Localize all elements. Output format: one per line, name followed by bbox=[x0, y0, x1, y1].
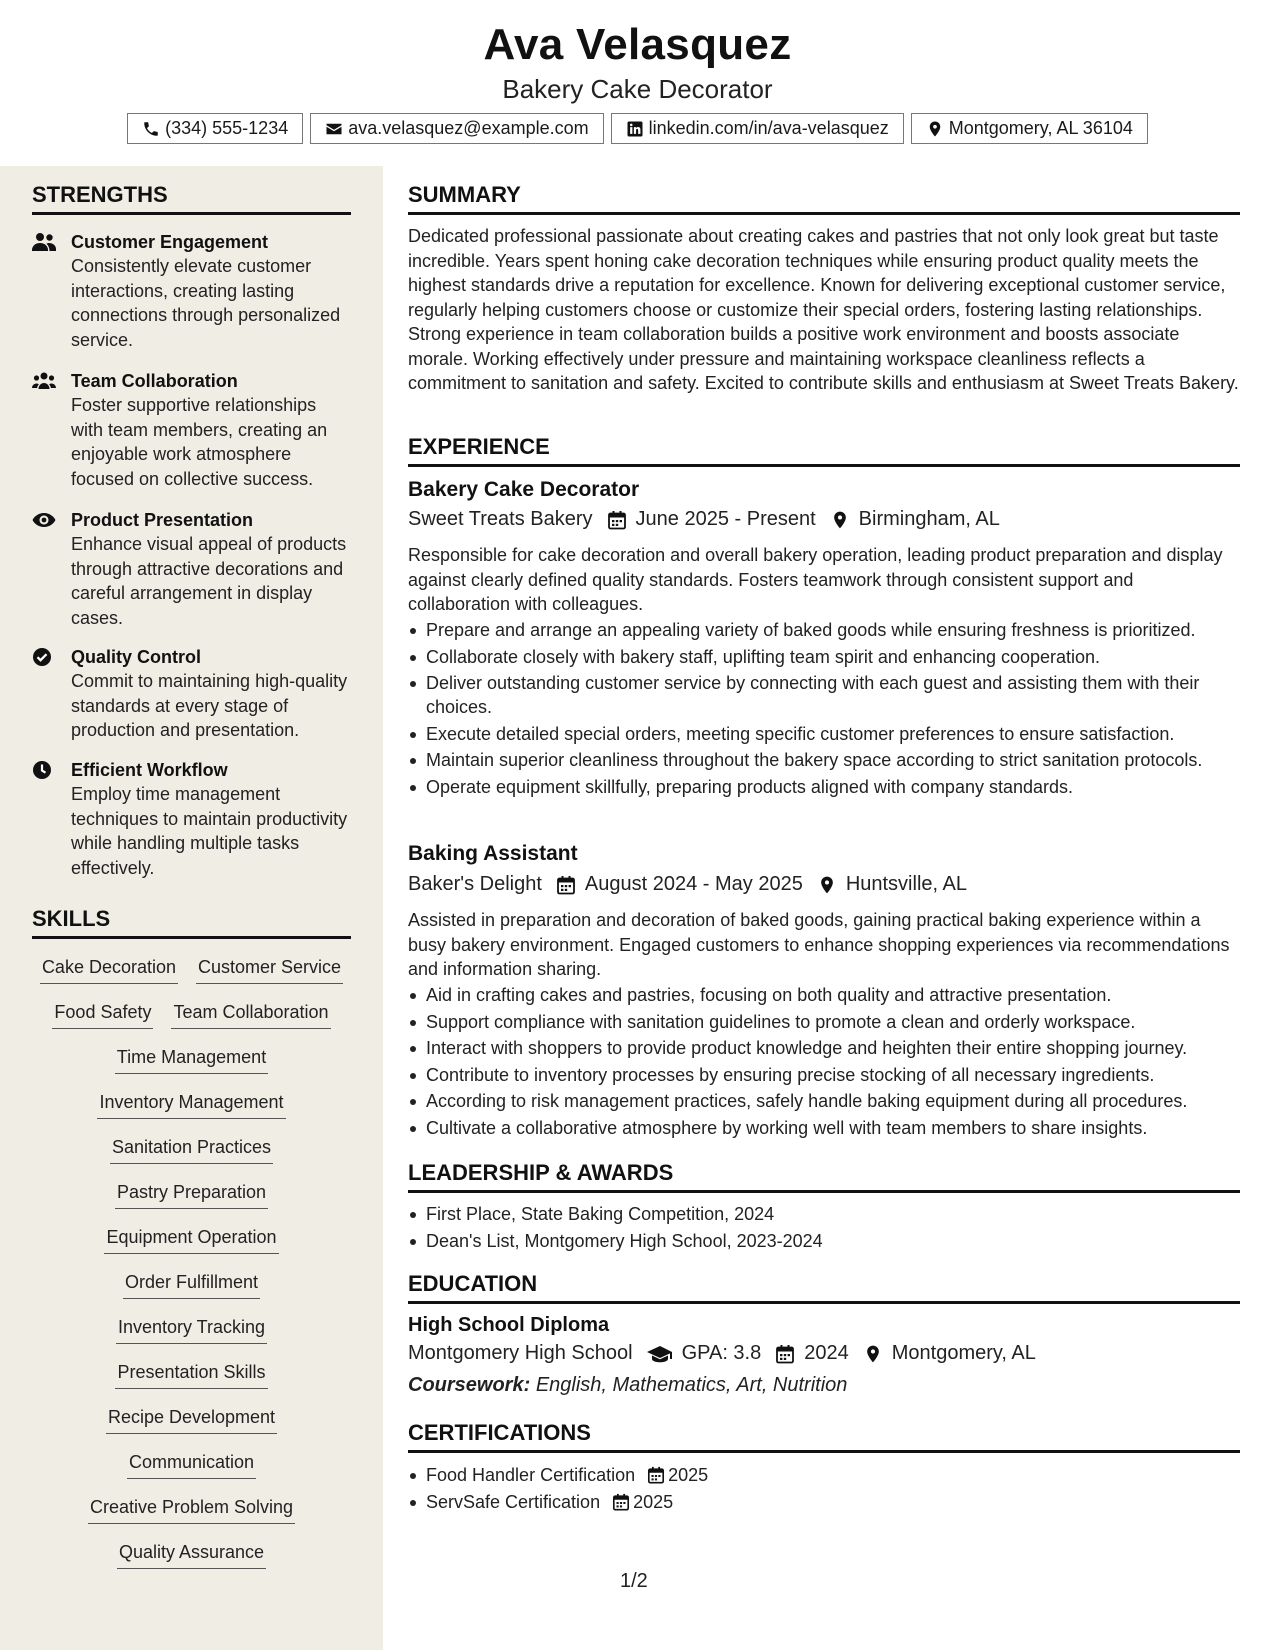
skill-tag: Equipment Operation bbox=[104, 1224, 278, 1254]
candidate-title: Bakery Cake Decorator bbox=[502, 74, 773, 104]
strength-title: Efficient Workflow bbox=[71, 760, 228, 780]
education-heading: EDUCATION bbox=[408, 1271, 1240, 1304]
job-bullets bbox=[408, 618, 1240, 802]
skill-row bbox=[32, 1314, 351, 1359]
skill-row bbox=[32, 1179, 351, 1224]
contact-phone[interactable] bbox=[127, 113, 303, 144]
skill-row bbox=[32, 999, 351, 1044]
coursework bbox=[408, 1374, 847, 1397]
calendar-icon bbox=[612, 1493, 630, 1511]
job-location: Huntsville, AL bbox=[845, 873, 967, 895]
contact-bar bbox=[0, 113, 1275, 144]
page-number: 1/2 bbox=[620, 1570, 648, 1592]
map-pin-icon bbox=[830, 510, 850, 530]
list-item: Prepare and arrange an appealing variety of baked goods while ensuring freshness is prioritized. bbox=[408, 618, 1240, 642]
skill-tag: Inventory Tracking bbox=[116, 1314, 267, 1344]
education-degree: High School Diploma bbox=[408, 1314, 610, 1336]
job-location: Birmingham, AL bbox=[858, 508, 1000, 530]
coursework-label: Coursework: bbox=[408, 1374, 531, 1396]
cert-year: 2025 bbox=[668, 1465, 709, 1485]
map-pin-icon bbox=[926, 120, 944, 138]
resume-header bbox=[0, 0, 1275, 166]
skill-tag: Order Fulfillment bbox=[123, 1269, 260, 1299]
clock-icon bbox=[32, 760, 56, 780]
list-item: Interact with shoppers to provide product knowledge and heighten their entire shopping journey. bbox=[408, 1036, 1240, 1060]
skill-tag: Time Management bbox=[115, 1044, 268, 1074]
contact-email[interactable] bbox=[310, 113, 603, 144]
list-item: Dean's List, Montgomery High School, 2023-2024 bbox=[408, 1229, 1240, 1253]
strength-title: Quality Control bbox=[71, 647, 201, 667]
skill-tag: Presentation Skills bbox=[115, 1359, 267, 1389]
cert-name: ServSafe Certification bbox=[426, 1491, 601, 1512]
contact-phone-text: (334) 555-1234 bbox=[165, 118, 289, 138]
job-title: Bakery Cake Decorator bbox=[408, 478, 640, 501]
list-item bbox=[408, 1490, 1240, 1514]
calendar-icon bbox=[647, 1466, 665, 1484]
skill-row bbox=[32, 1494, 351, 1539]
job-company: Sweet Treats Bakery bbox=[408, 508, 593, 530]
education-gpa: GPA: 3.8 bbox=[681, 1342, 762, 1364]
list-item: Aid in crafting cakes and pastries, focusing on both quality and attractive presentation. bbox=[408, 983, 1240, 1007]
candidate-name: Ava Velasquez bbox=[483, 20, 792, 69]
strength-desc: Enhance visual appeal of products through attractive decorations and careful arrangement in display cases. bbox=[71, 534, 347, 628]
job-title: Baking Assistant bbox=[408, 842, 578, 865]
check-circle-icon bbox=[32, 647, 56, 667]
contact-linkedin-text: linkedin.com/in/ava-velasquez bbox=[648, 118, 889, 138]
education-year: 2024 bbox=[804, 1342, 849, 1364]
skill-row bbox=[32, 1539, 351, 1584]
skill-tag: Recipe Development bbox=[106, 1404, 277, 1434]
skill-row bbox=[32, 954, 351, 999]
team-icon bbox=[32, 371, 56, 391]
map-pin-icon bbox=[817, 875, 837, 895]
job-description: Assisted in preparation and decoration of baked goods, gaining practical baking experience within a busy bakery environment. Engaged customers to enhance shopping experiences via recommendations and information sharing. bbox=[408, 910, 1230, 979]
list-item: According to risk management practices, safely handle baking equipment during all procedures. bbox=[408, 1089, 1240, 1113]
calendar-icon bbox=[556, 875, 576, 895]
skill-tag: Food Safety bbox=[52, 999, 153, 1029]
strength-item bbox=[32, 230, 351, 352]
skill-tag: Customer Service bbox=[196, 954, 343, 984]
skill-row bbox=[32, 1269, 351, 1314]
envelope-icon bbox=[325, 120, 343, 138]
contact-location-text: Montgomery, AL 36104 bbox=[948, 118, 1133, 138]
list-item: Cultivate a collaborative atmosphere by working well with team members to share insights. bbox=[408, 1116, 1240, 1140]
job-dates: June 2025 - Present bbox=[635, 508, 816, 530]
job-description: Responsible for cake decoration and overall bakery operation, leading product preparation and display against clearly defined quality standards. Fosters teamwork through consistent support and collaboration with colleagues. bbox=[408, 545, 1223, 614]
job-meta bbox=[408, 873, 967, 896]
skills-list bbox=[32, 954, 351, 1584]
skills-heading: SKILLS bbox=[32, 906, 351, 939]
skill-tag: Inventory Management bbox=[97, 1089, 285, 1119]
skill-tag: Sanitation Practices bbox=[110, 1134, 273, 1164]
list-item: Contribute to inventory processes by ensuring precise stocking of all necessary ingredients. bbox=[408, 1063, 1240, 1087]
education-meta bbox=[408, 1342, 1036, 1365]
list-item bbox=[408, 1463, 1240, 1487]
list-item: Operate equipment skillfully, preparing products aligned with company standards. bbox=[408, 775, 1240, 799]
skill-tag: Pastry Preparation bbox=[115, 1179, 268, 1209]
strength-desc: Commit to maintaining high-quality standards at every stage of production and presentation. bbox=[71, 671, 348, 740]
certifications-list bbox=[408, 1463, 1240, 1516]
education-location: Montgomery, AL bbox=[891, 1342, 1036, 1364]
skill-row bbox=[32, 1089, 351, 1134]
skill-tag: Quality Assurance bbox=[117, 1539, 266, 1569]
awards-heading: LEADERSHIP & AWARDS bbox=[408, 1160, 1240, 1193]
list-item: Execute detailed special orders, meeting specific customer preferences to ensure satisfaction. bbox=[408, 722, 1240, 746]
strength-item bbox=[32, 369, 351, 491]
contact-linkedin[interactable] bbox=[611, 113, 904, 144]
coursework-list: English, Mathematics, Art, Nutrition bbox=[535, 1374, 848, 1396]
skill-tag: Communication bbox=[127, 1449, 256, 1479]
calendar-icon bbox=[607, 510, 627, 530]
job-company: Baker's Delight bbox=[408, 873, 542, 895]
map-pin-icon bbox=[863, 1344, 883, 1364]
calendar-icon bbox=[775, 1344, 795, 1364]
strengths-heading: STRENGTHS bbox=[32, 182, 351, 215]
strength-item bbox=[32, 508, 351, 630]
strength-title: Product Presentation bbox=[71, 510, 254, 530]
cert-name: Food Handler Certification bbox=[426, 1465, 636, 1485]
list-item: First Place, State Baking Competition, 2024 bbox=[408, 1202, 1240, 1226]
list-item: Maintain superior cleanliness throughout the bakery space according to strict sanitation protocols. bbox=[408, 748, 1240, 772]
skill-row bbox=[32, 1359, 351, 1404]
summary-heading: SUMMARY bbox=[408, 182, 1240, 215]
eye-icon bbox=[32, 510, 56, 530]
certifications-heading: CERTIFICATIONS bbox=[408, 1420, 1240, 1453]
contact-email-text: ava.velasquez@example.com bbox=[348, 118, 589, 138]
strength-desc: Foster supportive relationships with team members, creating an enjoyable work atmosphere focused on collective success. bbox=[71, 395, 328, 489]
skill-row bbox=[32, 1134, 351, 1179]
skill-tag: Creative Problem Solving bbox=[88, 1494, 295, 1524]
awards-list bbox=[408, 1202, 1240, 1255]
list-item: Support compliance with sanitation guidelines to promote a clean and orderly workspace. bbox=[408, 1010, 1240, 1034]
skill-row bbox=[32, 1449, 351, 1494]
strength-title: Customer Engagement bbox=[71, 232, 269, 252]
job-meta bbox=[408, 508, 1000, 531]
graduation-cap-icon bbox=[647, 1344, 673, 1364]
skill-tag: Team Collaboration bbox=[171, 999, 330, 1029]
contact-location bbox=[911, 113, 1148, 144]
cert-year: 2025 bbox=[633, 1491, 674, 1512]
job-dates: August 2024 - May 2025 bbox=[584, 873, 803, 895]
skill-row bbox=[32, 1404, 351, 1449]
strength-title: Team Collaboration bbox=[71, 371, 238, 391]
strength-item bbox=[32, 758, 351, 880]
users-icon bbox=[32, 232, 56, 252]
strength-item bbox=[32, 645, 351, 743]
skill-row bbox=[32, 1044, 351, 1089]
experience-heading: EXPERIENCE bbox=[408, 434, 1240, 467]
summary-text: Dedicated professional passionate about creating cakes and pastries that not only look great but taste incredible. Years spent honing cake decoration techniques while ensuring product quality meets the highest standards drive a reputation for excellence. Known for delivering exceptional customer service, regularly helping customers choose or customize their special orders, fostering lasting relationships. Strong experience in team collaboration builds a positive work environment and boosts associate morale. Working effectively under pressure and maintaining workspace cleanliness reflects a commitment to sanitation and safety. Excited to contribute skills and enthusiasm at Sweet Treats Bakery. bbox=[408, 226, 1239, 393]
skill-tag: Cake Decoration bbox=[40, 954, 178, 984]
strength-desc: Consistently elevate customer interactions, creating lasting connections through personalized service. bbox=[71, 256, 341, 350]
linkedin-icon bbox=[626, 120, 644, 138]
skill-row bbox=[32, 1224, 351, 1269]
list-item: Collaborate closely with bakery staff, uplifting team spirit and enhancing cooperation. bbox=[408, 645, 1240, 669]
strength-desc: Employ time management techniques to maintain productivity while handling multiple tasks effectively. bbox=[71, 784, 348, 878]
job-bullets bbox=[408, 983, 1240, 1143]
list-item: Deliver outstanding customer service by connecting with each guest and assisting them with their choices. bbox=[408, 671, 1240, 719]
phone-icon bbox=[142, 120, 160, 138]
education-school: Montgomery High School bbox=[408, 1342, 633, 1364]
